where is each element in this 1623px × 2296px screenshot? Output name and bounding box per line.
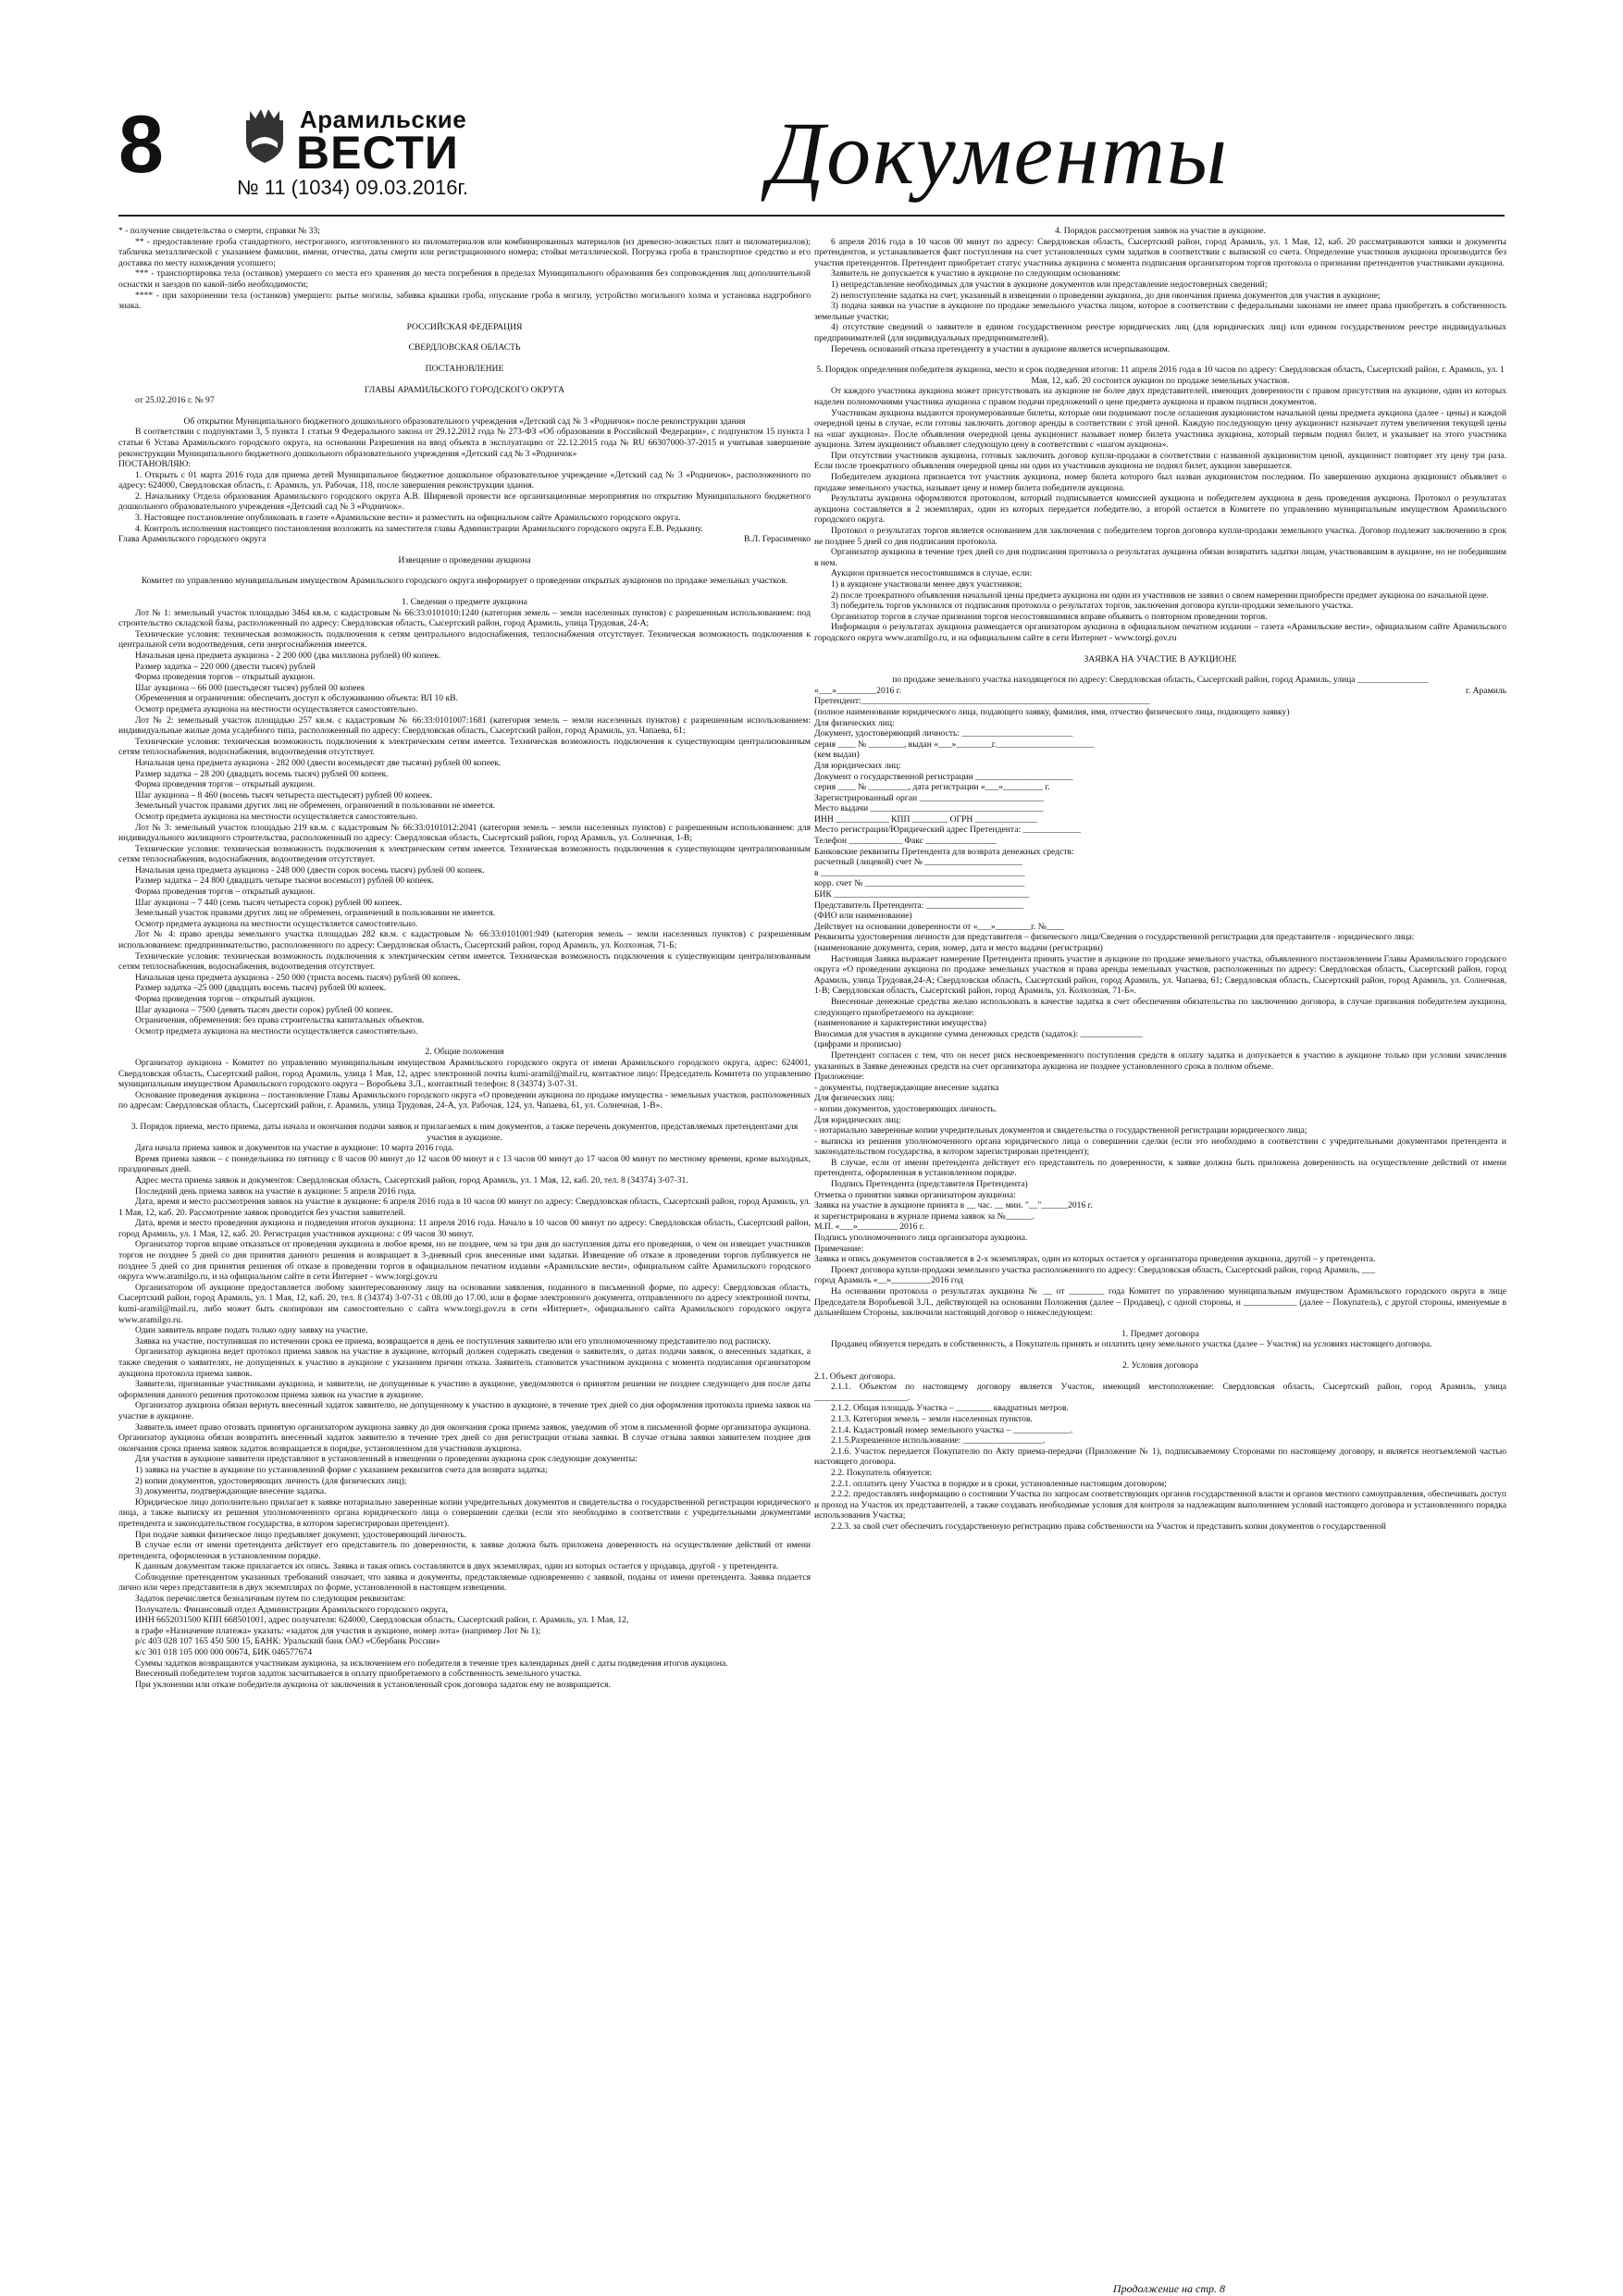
paragraph: Форма проведения торгов – открытый аукцион.	[135, 887, 316, 898]
paragraph: Претендент:_________________________________________________________________	[814, 696, 1150, 707]
section-heading: 2. Условия договора	[1121, 1359, 1199, 1371]
paragraph: Задаток перечисляется безналичным путем по следующим реквизитам:	[135, 1594, 406, 1605]
paragraph: ПОСТАНОВЛЯЮ:	[118, 459, 192, 470]
paragraph: - выписка из решения уполномоченного органа юридического лица о совершении сделки (если это необходимо в соответствии с учредительными документами претендента и законодательством государства, в котором зарегистрирован претендент);	[814, 1136, 1506, 1158]
paragraph: Форма проведения торгов – открытый аукцион.	[135, 994, 316, 1004]
paragraph: Соблюдение претендентом указанных требований означает, что заявка и документы, представляемые одновременно с заявкой, поданы от имени претендента. Заявка подается лично или через представителя в двух экземплярах по форме, установленной в настоящем извещении.	[118, 1571, 811, 1594]
paragraph: 6 апреля 2016 года в 10 часов 00 минут по адресу: Свердловская область, Сысертский район, город Арамиль, ул. 1 Мая, 12, каб. 20 рассматриваются заявки и документы претендентов, и устанавливается факт поступления на счет установленных сумм задатков в соответствии с выпиской со счета. Определение участников аукциона производится без участия претендентов. Претендент приобретает статус участника аукциона с момента подписания организатором торгов протокола о признании претендентов участниками аукциона.	[814, 236, 1506, 268]
paragraph: к/с 301 018 105 000 000 00674, БИК 046577674	[135, 1647, 313, 1658]
paragraph: Организатор аукциона в течение трех дней со дня подписания протокола о результатах аукциона обязан возвратить задатки лицам, участвовавшим в аукционе, но не победившим в нем.	[814, 547, 1506, 568]
section-heading: ЗАЯВКА НА УЧАСТИЕ В АУКЦИОНЕ	[1084, 653, 1237, 664]
paragraph: БИК ____________________________________________	[814, 889, 1030, 900]
paragraph: - нотариально заверенные копии учредительных документов и свидетельства о государственной регистрации юридического лица;	[814, 1125, 1307, 1136]
paragraph: серия ____ № _________, дата регистрации «___»_________ г.	[814, 782, 1050, 793]
paragraph: Заявители, признанные участниками аукциона, и заявители, не допущенные к участию в аукционе, уведомляются о принятом решении не позднее следующего дня после даты оформления данного решения протоколом приема заявок на участие в аукционе.	[118, 1379, 811, 1400]
section-heading: Об открытии Муниципального бюджетного дошкольного образовательного учреждения «Детский сад № 3 «Родничок» после реконструкции здания	[183, 416, 746, 427]
paragraph	[814, 686, 1506, 697]
paragraph: Для физических лиц:	[814, 717, 895, 728]
paragraph: Заявитель имеет право отозвать принятую организатором аукциона заявку до дня окончания срока приема заявок, уведомив об этом в письменной форме организатора аукциона. Организатор аукциона обязан возвратить внесенный задаток заявителю в течение трех дней со дня регистрации отзыва заявки. В случае отзыва заявки заявителем позднее дня окончания срока приема заявок задаток возвращается в порядке, установленном для участников аукциона.	[118, 1421, 811, 1454]
paragraph: 2.1.3. Категория земель – земли населенных пунктов.	[831, 1413, 1033, 1424]
paragraph: - документы, подтверждающие внесение задатка	[814, 1082, 999, 1093]
paragraph: Для юридических лиц:	[814, 1114, 901, 1125]
spacer	[118, 587, 811, 597]
paragraph: Организатор аукциона ведет протокол приема заявок на участие в аукционе, который должен содержать сведения о заявителях, о датах подачи заявок, о внесенных задатках, а также сведения о заявителях, не допущенных к участию в аукционе с указанием причин отказа. Заявитель становится участником аукциона с момента подписания организатором аукциона протокола приема заявок.	[118, 1347, 811, 1379]
section-heading: 1. Сведения о предмете аукциона	[402, 597, 527, 608]
paragraph: 2.2.1. оплатить цену Участка в порядке и в сроки, установленные настоящим договором;	[831, 1478, 1167, 1489]
paragraph: Подпись Претендента (представителя Претендента)	[831, 1179, 1028, 1190]
paragraph: Дата начала приема заявок и документов на участие в аукционе: 10 марта 2016 года.	[135, 1143, 454, 1154]
paragraph: Место регистрации/Юридический адрес Претендента: _____________	[814, 825, 1081, 836]
paragraph: От каждого участника аукциона может присутствовать на аукционе не более двух представителей, имеющих доверенности с правом присутствия на аукционе, один из которых наделен полномочиями участника аукциона с правом подачи предложений о цене предмета аукциона и правом подписи документов.	[814, 386, 1506, 407]
issue-line: № 11 (1034) 09.03.2016г.	[237, 176, 468, 199]
paragraph: Внесенный победителем торгов задаток засчитывается в оплату приобретаемого в собственность земельного участка.	[135, 1669, 582, 1680]
brand-top: Арамильские	[300, 105, 467, 133]
section-heading: Комитет по управлению муниципальным имуществом Арамильского городского округа информирует о проведении открытых аукционов по продаже земельных участков.	[141, 576, 788, 587]
paragraph: Форма проведения торгов – открытый аукцион.	[135, 779, 316, 790]
paragraph: 3) подача заявки на участие в аукционе по продаже земельного участка лицом, которое в соответствии с федеральными законами не имеет права приобретать в собственность земельные участки;	[814, 301, 1506, 322]
spacer	[118, 375, 811, 385]
paragraph: *** - транспортировка тела (останков) умершего со места его хранения до места погребения в пределах Муниципального образования без сопровождения лиц дополнительной оснастки и заездов по какой-либо необходимости;	[118, 268, 811, 290]
section-heading: 2. Общие положения	[425, 1047, 504, 1058]
paragraph: Участникам аукциона выдаются пронумерованные билеты, которые они поднимают после оглашения аукционистом начальной цены предмета аукциона (далее - цены) и каждой очередной цены в случае, если готовы заключить договор аренды в соответствии с этой ценой. Каждую последующую цену аукционист назначает путем увеличения текущей цены на «шаг аукциона». После объявления очередной цены аукционист называет номер билета участника аукциона, который первым поднял билет, и указывает на этого участника аукциона. Затем аукционист объявляет следующую цену в соответствии с «шагом аукциона».	[814, 407, 1506, 451]
paragraph: 3) документы, подтверждающие внесение задатка.	[135, 1486, 327, 1497]
paragraph: При отсутствии участников аукциона, готовых заключить договор купли-продажи в соответствии с названной аукционистом ценой, аукционист повторяет эту цену три раза. Если после троекратного объявления очередной цены ни один из участников аукциона не поднял билет, аукцион завершается.	[814, 450, 1506, 472]
paragraph: При уклонении или отказе победителя аукциона от заключения в установленный срок договора задаток ему не возвращается.	[135, 1679, 611, 1690]
paragraph: 2) непоступление задатка на счет, указанный в извещении о проведении аукциона, до дня окончания приема документов для участия в аукционе;	[831, 290, 1381, 301]
paragraph: 2. Начальнику Отдела образования Арамильского городского округа А.В. Ширяевой провести все организационные мероприятия по открытию Муниципального бюджетного дошкольного образовательного учреждения «Детский сад № 3 «Родничок».	[118, 490, 811, 513]
paragraph: ИНН ____________ КПП ________ ОГРН ______________	[814, 813, 1037, 825]
coat-of-arms-icon	[241, 107, 289, 165]
paragraph: Победителем аукциона признается тот участник аукциона, номер билета которого был назван аукционистом последним. По завершению аукциона аукционист объявляет о продаже земельного участка, называет цену и номер билета победителя аукциона.	[814, 472, 1506, 493]
paragraph: Телефон ____________ Факс ________________	[814, 836, 997, 847]
paragraph: Организатором об аукционе предоставляется любому заинтересованному лицу на основании заявления, поданного в письменной форме, по адресу: Свердловская область, Сысертский район, город Арамиль, ул. 1 Мая, 12, каб. 20, тел. 8 (34374) 3-07-31 с 08.00 до 17.00, или в форме электронного документа, отправленного по адресу электронной почты, kumi-aramil@mail.ru, либо может быть скопирован им самостоятельно с сайта www.torgi.gov.ru в сети «Интернет», официального сайта Арамильского городского округа www.aramilgo.ru.	[118, 1282, 811, 1325]
paragraph: Подпись уполномоченного лица организатора аукциона.	[814, 1233, 1028, 1244]
paragraph: Технические условия: техническая возможность подключения к электрическим сетям имеется. Техническая возможность подключения к существующим централизованным сетям теплоснабжения, водоснабжения, водоотведения отсутствует.	[118, 950, 811, 973]
paragraph: 1) непредставление необходимых для участия в аукционе документов или представление недостоверных сведений;	[831, 279, 1268, 290]
paragraph: - копии документов, удостоверяющих личность.	[814, 1103, 997, 1114]
paragraph: Информация о результатах аукциона размещается организатором аукциона в официальном печатном издании – газета «Арамильские вести», официальном сайте Арамильского городского округа www.aramilgo.ru, и на официальном сайте в сети Интернет - www.torgi.gov.ru	[814, 622, 1506, 643]
paragraph: (кем выдан)	[814, 750, 860, 761]
paragraph: Форма проведения торгов – открытый аукцион.	[135, 672, 316, 683]
paragraph: На основании протокола о результатах аукциона № __ от ________ года Комитет по управлению муниципальным имуществом Арамильского городского округа в лице Председателя Воробьевой З.Л., действующей на основании Положения (далее – Продавец), с одной стороны, и ____________ (далее – Покупатель), с другой стороны, именуемые в дальнейшем Стороны, заключили настоящий договор о нижеследующем:	[814, 1286, 1506, 1319]
paragraph: Перечень оснований отказа претенденту в участии в аукционе является исчерпывающим.	[831, 343, 1171, 354]
spacer	[814, 354, 1506, 365]
spacer	[118, 1111, 811, 1122]
paragraph: корр. счет № ____________________________________	[814, 878, 1025, 889]
paragraph: Юридическое лицо дополнительно прилагает к заявке нотариально заверенные копии учредительных документов и свидетельства о государственной регистрации юридического лица, а также выписку из решения уполномоченного органа юридического лица о совершении сделки (если это необходимо в соответствии с учредительными документами претендента и законодательством государства, в котором зарегистрирован претендент).	[118, 1496, 811, 1529]
paragraph: город Арамиль «__»_________2016 год	[814, 1275, 963, 1286]
paragraph: В случае, если от имени претендента действует его представитель по доверенности, к заявке должна быть приложена доверенность на осуществление действий от имени претендента, оформленная в установленном порядке.	[814, 1157, 1506, 1179]
paragraph: Примечание:	[814, 1243, 864, 1254]
paragraph: 4) отсутствие сведений о заявителе в едином государственном реестре юридических лиц (для юридических лиц) или едином государственном реестре индивидуальных предпринимателей (для индивидуальных предпринимателей).	[814, 322, 1506, 343]
section-heading: РОССИЙСКАЯ ФЕДЕРАЦИЯ	[406, 321, 523, 332]
paragraph: Вносимая для участия в аукционе сумма денежных средств (задаток): ______________	[814, 1028, 1143, 1039]
paragraph: Организатор аукциона обязан вернуть внесенный задаток заявителю, не допущенному к участию в аукционе, в течение трех дней со дня оформления протокола приема заявок на участие в аукционе.	[118, 1400, 811, 1421]
section-heading: ГЛАВЫ АРАМИЛЬСКОГО ГОРОДСКОГО ОКРУГА	[364, 384, 565, 395]
paragraph: 1. Открыть с 01 марта 2016 года для приема детей Муниципальное бюджетное дошкольное образовательное учреждение «Детский сад № 3 «Родничок», расположенного по адресу: 624000, Свердловская область, г. Арамиль, ул. Рабочая, 118, после завершения реконструкции здания.	[118, 469, 811, 491]
brand-main: ВЕСТИ	[296, 127, 459, 179]
paragraph: Приложение:	[814, 1072, 865, 1083]
paragraph: Результаты аукциона оформляются протоколом, который подписывается комиссией аукциона и победителем аукциона в день проведения аукциона. Протокол о результатах аукциона составляется в 2 экземплярах, один из которых передается победителю, а второй остается в Комитете по управлению муниципальным имуществом Арамильского городского округа.	[814, 493, 1506, 526]
spacer	[118, 565, 811, 576]
paragraph: Последний день приема заявок на участие в аукционе: 5 апреля 2016 года.	[135, 1185, 416, 1197]
paragraph: 2.1.1. Объектом по настоящему договору является Участок, имеющий местоположение: Свердловская область, Сысертский район, город Арамиль, улица _____________________.	[814, 1382, 1506, 1403]
paragraph: (цифрами и прописью)	[814, 1039, 901, 1050]
paragraph: Действует на основании доверенности от «___»________г. №____	[814, 921, 1065, 932]
paragraph: Место выдачи _______________________________________	[814, 803, 1044, 814]
section-heading: по продаже земельного участка находящегося по адресу: Свердловская область, Сысертский район, город Арамиль, улица ________________	[892, 675, 1429, 686]
paragraph: Осмотр предмета аукциона на местности осуществляется самостоятельно.	[135, 703, 418, 714]
left-column	[118, 226, 811, 2243]
paragraph: Организатор торгов в случае признания торгов несостоявшимися вправе объявить о повторном проведении торгов.	[831, 611, 1268, 622]
paragraph: Зарегистрированный орган ____________________________	[814, 792, 1044, 803]
paragraph: от 25.02.2016 г. № 97	[135, 395, 215, 406]
paragraph: 1) заявка на участие в аукционе по установленной форме с указанием реквизитов счета для возврата задатка;	[135, 1464, 548, 1475]
paragraph: Для физических лиц:	[814, 1093, 895, 1104]
paragraph: Размер задатка –25 000 (двадцать восемь тысяч) рублей 00 копеек.	[135, 983, 387, 994]
paragraph: Организатор аукциона - Комитет по управлению муниципальным имуществом Арамильского городского округа от имени Арамильского городского округа, адрес: 624001, Свердловская область, Сысертский район, город Арамиль, улица 1 Мая, 12, адрес электронной почты kumi-aramil@mail.ru, контактное лицо: Председатель Комитета по управлению муниципальным имуществом Арамильского городского округа – Воробьева З.Л., контактный телефон: 8 (34374) 3-07-31.	[118, 1057, 811, 1090]
paragraph: Представитель Претендента: ______________________	[814, 900, 1024, 911]
paragraph: Претендент согласен с тем, что он несет риск несвоевременного поступления средств в оплату задатка и допускается к участию в аукционе только при условии зачисления указанных в Заявке денежных средств на счет организатора аукциона не позднее установленного срока в полном объеме.	[814, 1049, 1506, 1072]
paragraph: Земельный участок правами других лиц не обременен, ограничений в пользовании не имеется.	[135, 800, 496, 812]
paragraph: Лот № 2: земельный участок площадью 257 кв.м. с кадастровым № 66:33:0101007:1681 (категория земель – земли населенных пунктов) с разрешенным использованием: индивидуальные жилые дома усадебного типа, расположенный по адресу: Свердловская область, Сысертский район, город Арамиль, ул. Чапаева, 61;	[118, 714, 811, 737]
paragraph: Осмотр предмета аукциона на местности осуществляется самостоятельно.	[135, 1025, 418, 1036]
paragraph: расчетный (лицевой) счет № ______________________	[814, 857, 1022, 868]
paragraph: В случае если от имени претендента действует его представитель по доверенности, к заявке должна быть приложена доверенность на осуществление действий от имени претендента, оформленная в установленном порядке.	[118, 1540, 811, 1561]
section-heading: 1. Предмет договора	[1121, 1328, 1199, 1339]
spacer	[118, 1036, 811, 1047]
paragraph: 1) в аукционе участвовали менее двух участников;	[831, 579, 1022, 590]
paragraph: **** - при захоронении тела (останков) умершего: рытье могилы, забивка крышки гроба, опускание гроба в могилу, устройство могильного холма и установка надгробного знака.	[118, 290, 811, 312]
section-heading: СВЕРДЛОВСКАЯ ОБЛАСТЬ	[408, 342, 521, 354]
paragraph: М.П. «___»_________ 2016 г.	[814, 1222, 925, 1233]
paragraph: Технические условия: техническая возможность подключения к сетям центрального водоснабжения, теплоснабжения отсутствует. Техническая возможность подключения к центральной сети водоотведения, сети энергоснабжения имеется.	[118, 628, 811, 651]
paragraph: Суммы задатков возвращаются участникам аукциона, за исключением его победителя в течение трех календарных дней с даты подведения итогов аукциона.	[135, 1657, 728, 1669]
paragraph: Документ о государственной регистрации ______________________	[814, 771, 1073, 782]
paragraph: Получатель: Финансовый отдел Администрации Арамильского городского округа,	[135, 1604, 449, 1615]
paragraph: ИНН 6652031500 КПП 668501001, адрес получателя: 624000, Свердловская область, Сысертский район, г. Арамиль, ул. 1 Мая, 12,	[135, 1615, 629, 1626]
paragraph: Реквизиты удостоверения личности для представителя – физического лица/Сведения о государственной регистрации для представителя - юридического лица:	[814, 932, 1415, 943]
paragraph: Заявитель не допускается к участию в аукционе по следующим основаниям:	[831, 268, 1121, 279]
paragraph: Шаг аукциона – 8 460 (восемь тысяч четыреста шестьдесят) рублей 00 копеек.	[135, 789, 433, 800]
paragraph: Основание проведения аукциона – постановление Главы Арамильского городского округа «О проведении аукциона по продаже имущества - земельных участков, расположенных по адресам: Свердловская область, Сысертский район, г. Арамиль, улица Трудовая, 24-А, ул. Рабочая, 124, ул. Чапаева, 61, ул. Солнечная, 1-В».	[118, 1089, 811, 1111]
paragraph: Размер задатка – 28 200 (двадцать восемь тысяч) рублей 00 копеек.	[135, 768, 389, 779]
paragraph: 3) победитель торгов уклонился от подписания протокола о результатах торгов, заключения договора купли-продажи земельного участка.	[831, 601, 1354, 612]
paragraph: 2.1.2. Общая площадь Участка – ________ квадратных метров.	[831, 1403, 1069, 1414]
paragraph: Размер задатка – 24 800 (двадцать четыре тысячи восемьсот) рублей 00 копеек.	[135, 875, 435, 887]
paragraph: Время приема заявок – с понедельника по пятницу с 8 часов 00 минут до 12 часов 00 минут и с 13 часов 00 минут до 17 часов 00 минут по местному времени, кроме выходных, праздничных дней.	[118, 1153, 811, 1175]
paragraph: Отметка о принятии заявки организатором аукциона:	[814, 1189, 1016, 1200]
paragraph: 2.2.3. за свой счет обеспечить государственную регистрацию права собственности на Участок и представить копии документов о государственной	[831, 1520, 1386, 1532]
paragraph: и зарегистрирована в журнале приема заявок за №______.	[814, 1210, 1035, 1222]
spacer	[118, 545, 811, 555]
paragraph: Внесенные денежные средства желаю использовать в качестве задатка в счет обеспечения обязательства по заключению договора, в случае признания победителем аукциона, следующего приобретаемого на аукционе:	[814, 996, 1506, 1018]
spacer	[814, 1350, 1506, 1360]
paragraph: Технические условия: техническая возможность подключения к электрическим сетям имеется. Техническая возможность подключения к существующим централизованным сетям теплоснабжения, водоснабжения, водоотведения отсутствует.	[118, 843, 811, 865]
paragraph: Осмотр предмета аукциона на местности осуществляется самостоятельно.	[135, 811, 418, 822]
continued-note: Продолжение на стр. 8	[1112, 2282, 1225, 2295]
paragraph: Земельный участок правами других лиц не обременен, ограничений в пользовании не имеется.	[135, 908, 496, 919]
paragraph: 2.1.5.Разрешенное использование: __________________.	[831, 1435, 1046, 1446]
paragraph: р/с 403 028 107 165 450 500 15, БАНК: Уральский банк ОАО «Сбербанк России»	[135, 1636, 440, 1647]
paragraph: Настоящая Заявка выражает намерение Претендента принять участие в аукционе по продаже земельного участка, объявленного постановлением Главы Арамильского городского округа «О проведении аукциона по продаже земельных участков и права аренды земельных участков, расположенных по адресу: Свердловская область, Сысертский район, город Арамиль, улица Трудовая,24-А; Свердловская область, Сысертский район, город Арамиль, ул. Чапаева, 61; Свердловская область, Сысертский район, город Арамиль, ул. Солнечная, 1-В; Свердловская область, Сысертский район, город Арамиль, ул. Колхозная, 71-Б».	[814, 953, 1506, 997]
paragraph: 2.1.4. Кадастровый номер земельного участка – _____________.	[831, 1424, 1073, 1435]
paragraph-left-text: Глава Арамильского городского округа	[118, 534, 266, 545]
paragraph: 2) после троекратного объявления начальной цены предмета аукциона ни один из участников не заявил о своем намерении приобрести предмет аукциона по начальной цене.	[831, 590, 1489, 601]
paragraph: в ______________________________________________	[814, 867, 1025, 878]
paragraph: (наименование и характеристики имущества)	[814, 1018, 986, 1029]
paragraph: Заявка на участие, поступившая по истечении срока ее приема, возвращается в день ее поступления заявителю или его уполномоченному представителю под расписку.	[135, 1335, 771, 1347]
paragraph: Начальная цена предмета аукциона - 282 000 (двести восемьдесят две тысячи) рублей 00 копеек.	[135, 757, 502, 768]
paragraph: в графе «Назначение платежа» указать: «задаток для участия в аукционе, номер лота» (например Лот № 1);	[135, 1625, 541, 1636]
spacer	[118, 312, 811, 322]
paragraph: Начальная цена предмета аукциона - 248 000 (двести сорок восемь тысяч) рублей 00 копеек.	[135, 864, 485, 875]
spacer	[118, 332, 811, 342]
paragraph: (наименование документа, серия, номер, дата и место выдачи (регистрации)	[814, 943, 1103, 953]
section-heading: 5. Порядок определения победителя аукциона, место и срок подведения итогов: 11 апреля 2016 года в 10 часов по адресу: Свердловская область, Сысертский район, г. Арамиль, ул. 1 Мая, 12, каб. 20 состоится аукцион по продаже земельных участков.	[816, 365, 1505, 386]
paragraph: В соответствии с подпунктами 3, 5 пункта 1 статьи 9 Федерального закона от 29.12.2012 года № 273-ФЗ «Об образовании в Российской Федерации», с подпунктом 15 пункта 1 статьи 6 Устава Арамильского городского округа, на основании Разрешения на ввод объекта в эксплуатацию от 22.12.2015 года № RU 66307000-37-2015 и учитывая завершение реконструкции Муниципального бюджетного дошкольного образовательного учреждения «Детский сад № 3 «Родничок»	[118, 427, 811, 459]
header-rule	[118, 215, 1505, 217]
paragraph: Начальная цена предмета аукциона - 2 200 000 (два миллиона рублей) 00 копеек.	[135, 651, 441, 661]
paragraph: Шаг аукциона – 7 440 (семь тысяч четыреста сорок) рублей 00 копеек.	[135, 897, 403, 908]
section-heading: Извещение о проведении аукциона	[398, 554, 531, 565]
paragraph: Ограничения, обременения: без права строительства капитальных объектов.	[135, 1015, 425, 1026]
paragraph: Лот № 4: право аренды земельного участка площадью 282 кв.м. с кадастровым № 66:33:0101001:949 (категория земель – земли населенных пунктов) с разрешенным использованием: предпринимательство, расположенного по адресу: Свердловская область, Сысертский район, город Арамиль, ул. Колхозная, 71-Б;	[118, 929, 811, 951]
paragraph: Лот № 3: земельный участок площадью 219 кв.м. с кадастровым № 66:33:0101012:2041 (категория земель – земли населенных пунктов) с разрешенным использованием: для индивидуального жилищного строительства, расположенный по адресу: Свердловская область, Сысертский район, город Арамиль, ул. Солнечная, 1-В;	[118, 822, 811, 844]
paragraph: Для юридических лиц:	[814, 760, 901, 771]
spacer	[814, 1319, 1506, 1329]
paragraph: Продавец обязуется передать в собственность, а Покупатель принять и оплатить цену земельного участка (далее – Участок) на условиях настоящего договора.	[831, 1339, 1432, 1350]
paragraph: 3. Настоящее постановление опубликовать в газете «Арамильские вести» и разместить на официальном сайте Арамильского городского округа.	[135, 513, 681, 524]
paragraph: 2.1. Объект договора.	[814, 1371, 896, 1382]
paragraph: Размер задатка – 220 000 (двести тысяч) рублей	[135, 661, 316, 672]
paragraph: Лот № 1: земельный участок площадью 3464 кв.м. с кадастровым № 66:33:0101010:1240 (категория земель – земли населенных пунктов) с разрешенным использованием: под строительство складской базы, расположенный по адресу: Свердловская область, Сысертский район, город Арамиль, улица Трудовая, 24-А;	[118, 607, 811, 629]
paragraph: Дата, время и место проведения аукциона и подведения итогов аукциона: 11 апреля 2016 года. Начало в 10 часов 00 минут по адресу: Свердловская область, Сысертский район, город Арамиль, ул. 1 Мая, 12, каб. 20. Регистрация участников аукциона: с 09 часов 30 минут.	[118, 1218, 811, 1239]
paragraph: * - получение свидетельства о смерти, справки № 33;	[118, 226, 320, 236]
paragraph-right-text: В.Л. Герасименко	[743, 534, 811, 545]
paragraph: 2.2. Покупатель обязуется:	[831, 1467, 933, 1478]
paragraph: 2) копии документов, удостоверяющих личность (для физических лиц);	[135, 1475, 407, 1486]
paragraph: Документ, удостоверяющий личность: _________________________	[814, 728, 1073, 739]
spacer	[814, 644, 1506, 654]
section-heading: ПОСТАНОВЛЕНИЕ	[425, 363, 504, 374]
spacer	[118, 354, 811, 364]
section-heading: 3. Порядок приема, место приема, даты начала и окончания подачи заявок и прилагаемых к ним документов, а также перечень документов, представляемых претендентами для участия в аукционе.	[130, 1121, 799, 1143]
paragraph: Осмотр предмета аукциона на местности осуществляется самостоятельно.	[135, 918, 418, 929]
page-number: 8	[118, 98, 164, 190]
paragraph: Организатор торгов вправе отказаться от проведения аукциона в любое время, но не позднее, чем за три дня до наступления даты его проведения, о чем он извещает участников торгов не позднее 5 дней со дня принятия данного решения и возвращает в 3-дневный срок внесенные ими задатки. Извещение об отказе в проведении торгов публикуется не позднее 5 дней со дня принятия решения об отказе в проведении торгов в официальном печатном издании «Арамильские вести», официальном сайте Арамильского городского округа www.aramilgo.ru, и на официальном сайте в сети Интернет - www.torgi.gov.ru	[118, 1239, 811, 1283]
paragraph: При подаче заявки физическое лицо предъявляет документ, удостоверяющий личность.	[135, 1529, 467, 1540]
paragraph: Начальная цена предмета аукциона - 250 000 (триста восемь тысяч) рублей 00 копеек.	[135, 972, 461, 983]
paragraph: Заявка на участие в аукционе принята в __ час. __ мин. "__"______2016 г.	[814, 1200, 1093, 1211]
paragraph: Проект договора купли-продажи земельного участка расположенного по адресу: Свердловская область, Сысертский район, город Арамиль, ___	[831, 1264, 1376, 1275]
paragraph: 4. Контроль исполнения настоящего постановления возложить на заместителя главы Администрации Арамильского городского округа Е.В. Редькину.	[135, 523, 703, 534]
spacer	[118, 406, 811, 416]
section-title: Документы	[768, 104, 1230, 203]
paragraph: Протокол о результатах торгов является основанием для заключения с победителем торгов договора купли-продажи земельного участка. Договор подлежит заключению в срок не позднее 5 дней со дня подписания протокола.	[814, 526, 1506, 547]
spacer	[814, 664, 1506, 675]
paragraph: (ФИО или наименование)	[814, 911, 912, 922]
paragraph	[118, 534, 811, 545]
paragraph-left-text: «___»_________2016 г.	[814, 685, 901, 696]
paragraph: Аукцион признается несостоявшимся в случае, если:	[831, 568, 1033, 579]
right-column	[814, 226, 1506, 2243]
paragraph: Дата, время и место рассмотрения заявок на участие в аукционе: 6 апреля 2016 года в 10 часов 00 минут по адресу: Свердловская область, Сысертский район, город Арамиль, ул. 1 Мая, 12, каб. 20. Рассмотрение заявок проводится без участия заявителей.	[118, 1197, 811, 1218]
paragraph: Банковские реквизиты Претендента для возврата денежных средств:	[814, 846, 1074, 857]
paragraph: К данным документам также прилагается их опись. Заявка и такая опись составляются в двух экземплярах, один из которых остается у продавца, другой - у претендента.	[135, 1561, 779, 1572]
paragraph: Для участия в аукционе заявители представляют в установленный в извещении о проведении аукциона срок следующие документы:	[135, 1454, 638, 1465]
paragraph: Один заявитель вправе подать только одну заявку на участие.	[135, 1325, 368, 1336]
paragraph: 2.2.2. предоставлять информацию о состоянии Участка по запросам соответствующих органов государственной власти и органов местного самоуправления, обеспечивать доступ и проход на Участок их представителей, а также создавать необходимые условия для контроля за надлежащим выполнением условий настоящего договора и установленного порядка использования Участка;	[814, 1489, 1506, 1521]
paragraph: Шаг аукциона – 66 000 (шестьдесят тысяч) рублей 00 копеек	[135, 682, 365, 693]
paragraph: (полное наименование юридического лица, подающего заявку, фамилия, имя, отчество физического лица, подающего заявку)	[814, 706, 1290, 717]
paragraph: 2.1.6. Участок передается Покупателю по Акту приема-передачи (Приложение № 1), подписываемому Сторонами по настоящему договору, и является неотъемлемой частью настоящего договора.	[814, 1446, 1506, 1468]
paragraph: серия ____ № ________, выдан «___»________г.______________________	[814, 738, 1095, 750]
paragraph: Шаг аукциона – 7500 (девять тысяч двести сорок) рублей 00 копеек.	[135, 1004, 393, 1015]
paragraph: Обременения и ограничения: обеспечить доступ к обслуживанию объекта: ВЛ 10 кВ.	[135, 693, 458, 704]
section-heading: 4. Порядок рассмотрения заявок на участие в аукционе.	[1055, 226, 1266, 236]
paragraph: Адрес места приема заявок и документов: Свердловская область, Сысертский район, город Арамиль, ул. 1 Мая, 12, каб. 20, тел. 8 (34374) 3-07-31.	[135, 1174, 688, 1185]
paragraph: Заявка и опись документов составляется в 2-х экземплярах, один из которых остается у организатора проведения аукциона, другой – у претендента.	[814, 1254, 1376, 1265]
paragraph: Технические условия: техническая возможность подключения к электрическим сетям имеется. Техническая возможность подключения к существующим централизованным сетям теплоснабжения, водоснабжения, водоотведения отсутствует.	[118, 736, 811, 758]
paragraph-right-text: г. Арамиль	[1465, 685, 1506, 696]
paragraph: ** - предоставление гроба стандартного, нестроганого, изготовленного из пиломатериалов или комбинированных материалов (из древесно-ложистых плит и пиломатериалов); табличка металлической с указанием фамилии, имени, отчества, даты смерти или регистрационного номера; стойки металлической. Погрузка гроба в транспортное средство и его доставка по месту нахождения усопшего;	[118, 236, 811, 268]
